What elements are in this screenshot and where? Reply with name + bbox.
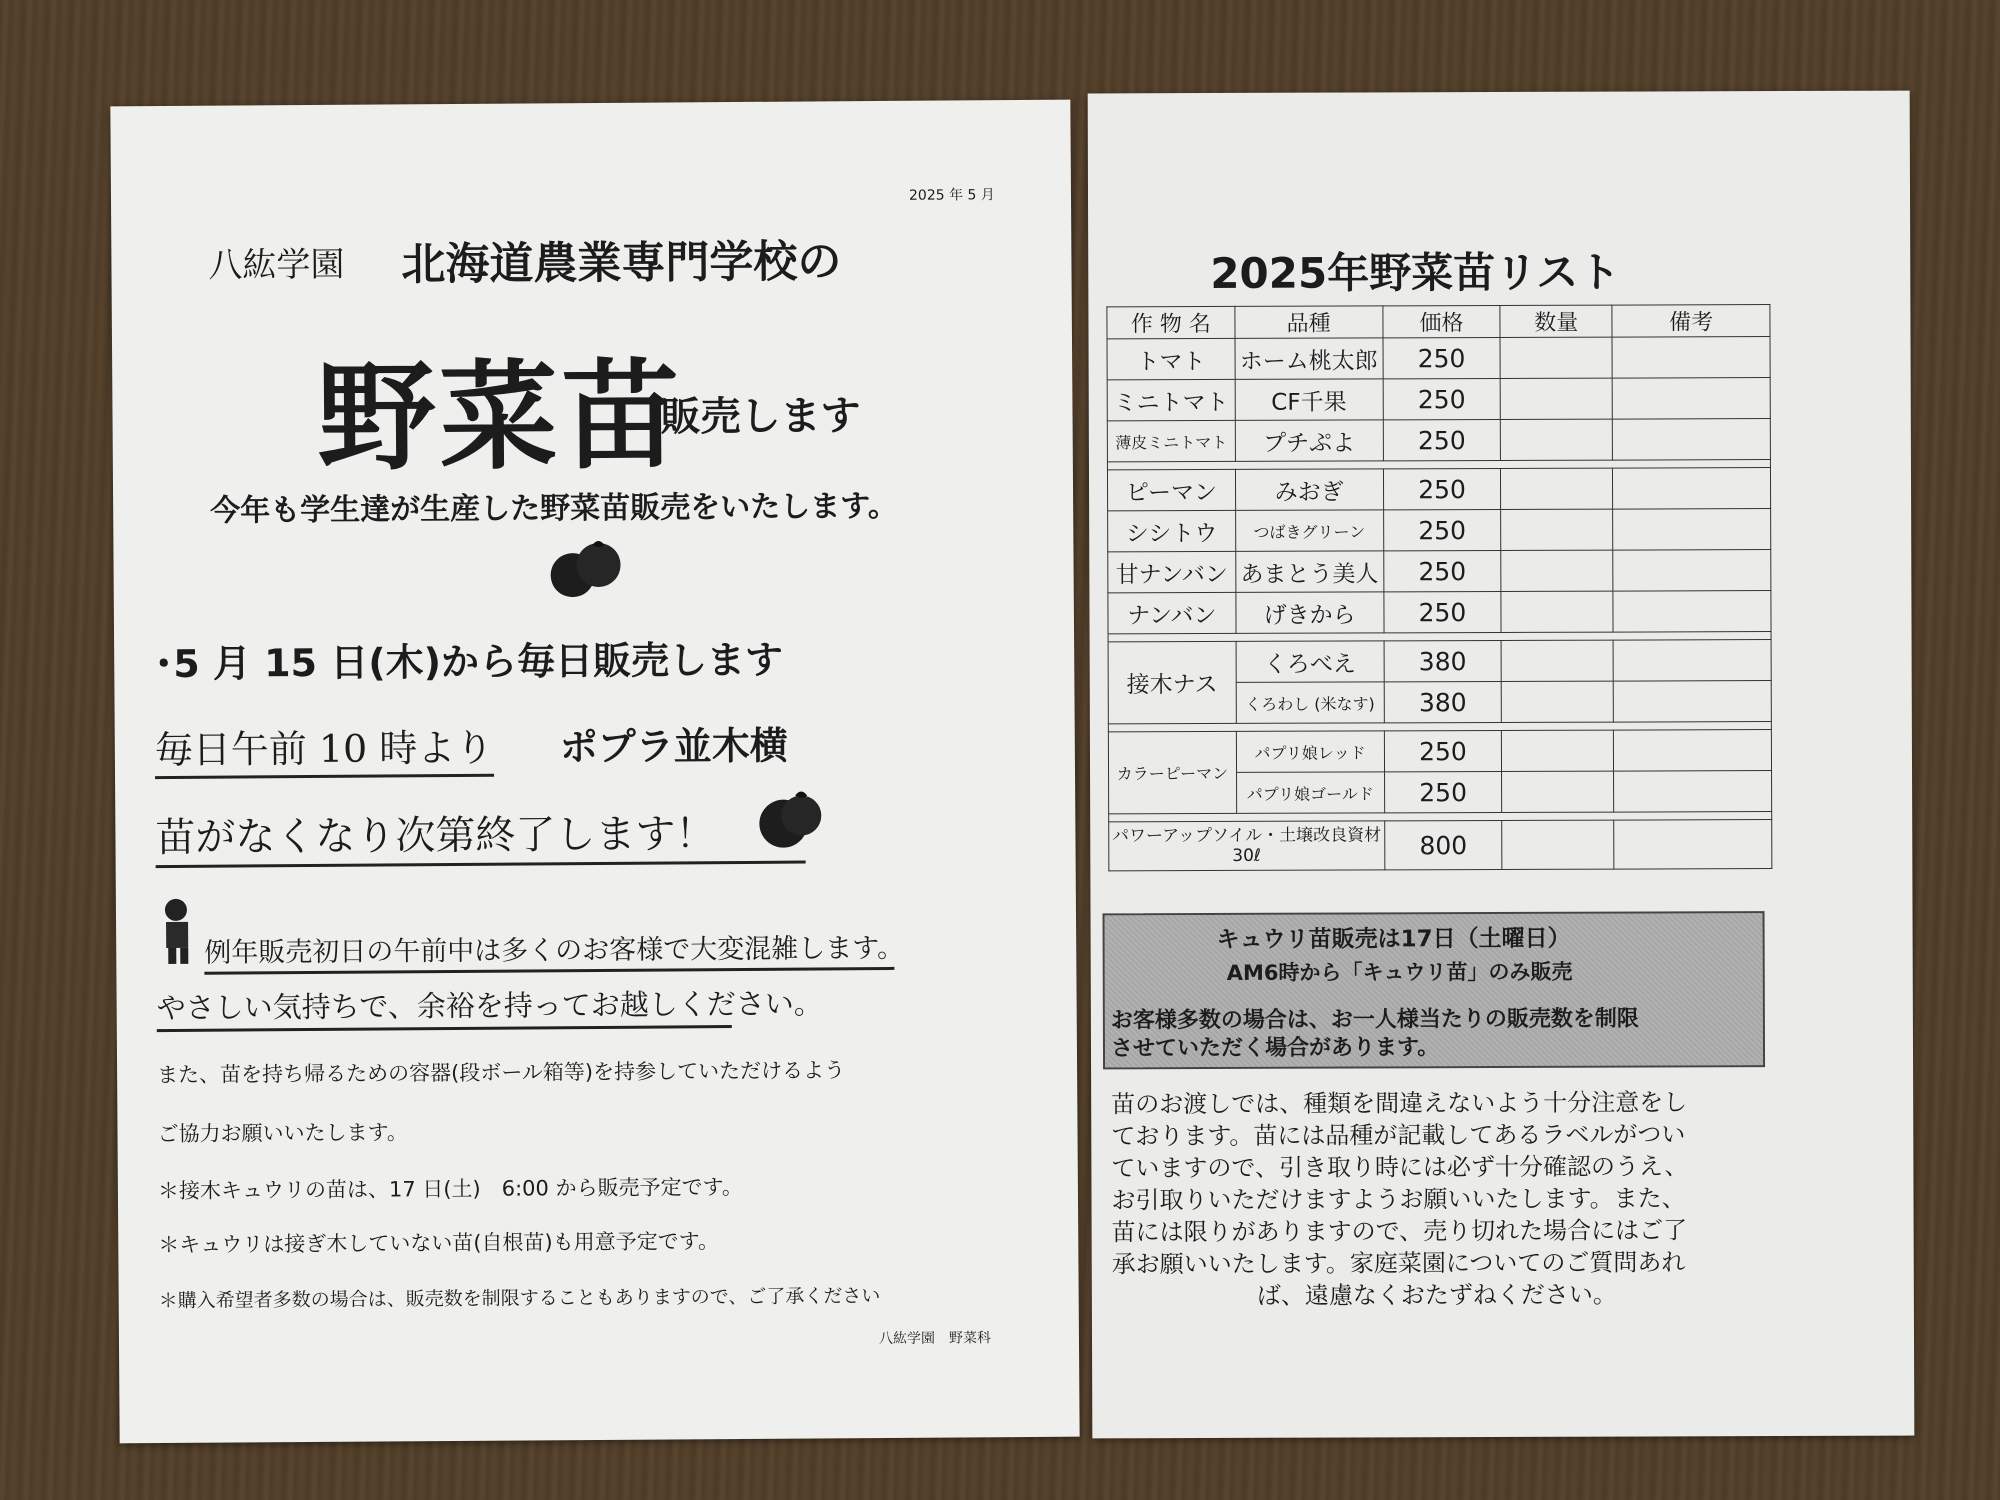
- header-quantity: 数量: [1500, 305, 1612, 337]
- table-row: [1107, 419, 1770, 462]
- notice-line: ていますので、引き取り時には必ず十分確認のうえ、: [1111, 1152, 1689, 1183]
- remarks-cell: [1613, 419, 1771, 461]
- cucumber-limit-line1: お客様多数の場合は、お一人様当たりの販売数を制限: [1110, 1006, 1639, 1034]
- notice-line: 苗のお渡しでは、種類を間違えないよう十分注意をし: [1111, 1088, 1688, 1119]
- quantity-cell: [1501, 509, 1613, 550]
- variety-cell: プチぷよ: [1235, 420, 1383, 462]
- price-cell: 250: [1384, 771, 1502, 812]
- headline: 野菜苗: [317, 346, 685, 487]
- variety-cell: CF千果: [1235, 379, 1383, 421]
- end-text: 苗がなくなり次第終了します！: [155, 802, 805, 869]
- crop-cell: 薄皮ミニトマト: [1107, 420, 1235, 461]
- sale-start-text: ･5 月 15 日(木)から毎日販売します: [154, 637, 784, 687]
- price-cell: 250: [1383, 550, 1501, 591]
- crop-cell: シシトウ: [1108, 510, 1236, 551]
- cucumber-title: キュウリ苗販売は17日（土曜日）: [1216, 925, 1571, 953]
- notice-line: 苗には限りがありますので、売り切れた場合にはご了: [1111, 1216, 1688, 1247]
- person-icon: [154, 896, 204, 966]
- table-row: [1108, 509, 1771, 552]
- note-purchase-limit: ＊購入希望者多数の場合は、販売数を制限することもありますので、ご了承ください: [158, 1285, 881, 1313]
- variety-cell: つばきグリーン: [1235, 510, 1383, 552]
- table-header-row: [1107, 305, 1770, 339]
- cucumber-limit-line2: させていただく場合があります。: [1110, 1035, 1440, 1062]
- remarks-cell: [1614, 820, 1772, 870]
- crop-cell: ナンバン: [1108, 592, 1236, 633]
- price-cell: 250: [1383, 337, 1501, 378]
- tomato-icon: [546, 535, 626, 600]
- crowd-line2: やさしい気持ちで、余裕を持ってお越しください。: [156, 982, 731, 1032]
- table-row: [1108, 730, 1771, 773]
- price-cell: 250: [1383, 419, 1501, 460]
- school-name: 北海道農業専門学校の: [401, 236, 842, 291]
- seedling-table: [1106, 304, 1772, 871]
- price-cell: 380: [1384, 640, 1502, 681]
- remarks-cell: [1612, 337, 1770, 379]
- table-row: [1109, 820, 1772, 871]
- remarks-cell: [1612, 378, 1770, 420]
- crop-cell: ピーマン: [1107, 469, 1235, 510]
- crop-cell: ミニトマト: [1107, 379, 1235, 420]
- quantity-cell: [1502, 820, 1614, 869]
- tomato-icon: [751, 787, 827, 852]
- quantity-cell: [1501, 378, 1613, 419]
- quantity-cell: [1501, 591, 1613, 632]
- header-variety: 品種: [1235, 306, 1383, 339]
- remarks-cell: [1613, 468, 1771, 510]
- price-cell: 380: [1384, 681, 1502, 722]
- handover-notice: [1111, 1086, 1762, 1312]
- crop-cell: トマト: [1107, 338, 1235, 379]
- price-cell: 250: [1383, 378, 1501, 419]
- quantity-cell: [1502, 681, 1614, 722]
- notice-line: ております。苗には品種が記載してあるラベルがつい: [1111, 1120, 1686, 1151]
- remarks-cell: [1613, 640, 1771, 682]
- price-cell: 250: [1383, 509, 1501, 550]
- cucumber-notice-box: [1103, 911, 1766, 1069]
- container-line2: ご協力お願いいたします。: [157, 1120, 408, 1147]
- seedling-list-sheet: [1088, 91, 1915, 1439]
- remarks-cell: [1614, 730, 1772, 772]
- school-prefix: 八紘学園: [208, 244, 345, 286]
- header-crop: 作 物 名: [1107, 306, 1235, 338]
- headline-suffix: 販売します: [660, 393, 861, 441]
- container-line1: また、苗を持ち帰るための容器(段ボール箱等)を持参していただけるよう: [157, 1058, 846, 1088]
- variety-cell: あまとう美人: [1236, 551, 1384, 593]
- price-cell: 250: [1384, 730, 1502, 771]
- table-row: [1107, 337, 1770, 380]
- quantity-cell: [1502, 771, 1614, 812]
- table-row: [1108, 591, 1771, 634]
- price-cell: 250: [1383, 468, 1501, 509]
- table-row: [1107, 468, 1770, 511]
- table-row: [1108, 550, 1771, 593]
- variety-cell: みおぎ: [1235, 469, 1383, 511]
- price-cell: 250: [1383, 591, 1501, 632]
- quantity-cell: [1501, 419, 1613, 460]
- sales-flyer: [110, 100, 1079, 1444]
- remarks-cell: [1614, 771, 1772, 813]
- variety-cell: パプリ娘レッド: [1236, 731, 1384, 773]
- variety-cell: ホーム桃太郎: [1235, 338, 1383, 380]
- place-text: ポプラ並木横: [559, 723, 788, 770]
- notice-line: ば、遠慮なくおたずねください。: [1256, 1280, 1617, 1310]
- variety-cell: げきから: [1236, 592, 1384, 634]
- remarks-cell: [1613, 550, 1771, 592]
- quantity-cell: [1501, 468, 1613, 509]
- notice-line: お引取りいただけますようお願いいたします。また、: [1111, 1184, 1686, 1215]
- variety-cell: くろわし (米なす): [1236, 682, 1384, 724]
- intro-text: 今年も学生達が生産した野菜苗販売をいたします。: [210, 488, 898, 529]
- notice-line: 承お願いいたします。家庭菜園についてのご質問あれ: [1111, 1248, 1686, 1279]
- flyer-footer: 八紘学園 野菜科: [878, 1330, 992, 1348]
- remarks-cell: [1613, 591, 1771, 633]
- variety-cell: パプリ娘ゴールド: [1236, 772, 1384, 814]
- cucumber-time: AM6時から「キュウリ苗」のみ販売: [1226, 959, 1573, 985]
- crop-cell: 甘ナンバン: [1108, 551, 1236, 592]
- note-cucumber-own-root: ＊キュウリは接ぎ木していない苗(自根苗)も用意予定です。: [158, 1229, 720, 1258]
- price-cell: 800: [1384, 820, 1502, 869]
- remarks-cell: [1613, 509, 1771, 551]
- note-cucumber-grafted: ＊接木キュウリの苗は、17 日(土) 6:00 から販売予定です。: [157, 1174, 743, 1204]
- header-remarks: 備考: [1612, 305, 1770, 338]
- time-text: 毎日午前 10 時より: [155, 717, 494, 779]
- crop-cell: カラーピーマン: [1108, 731, 1236, 813]
- quantity-cell: [1501, 640, 1613, 681]
- flyer-date: 2025 年 5 月: [908, 187, 995, 204]
- header-price: 価格: [1382, 305, 1500, 337]
- table-row: [1108, 640, 1771, 683]
- table-row: [1107, 378, 1770, 421]
- quantity-cell: [1501, 550, 1613, 591]
- list-title: 2025年野菜苗リスト: [1210, 247, 1621, 299]
- remarks-cell: [1613, 681, 1771, 723]
- crowd-line1: 例年販売初日の午前中は多くのお客様で大変混雑します。: [204, 926, 894, 975]
- variety-cell: くろべえ: [1236, 641, 1384, 683]
- quantity-cell: [1502, 730, 1614, 771]
- crop-cell: パワーアップソイル・土壌改良資材 30ℓ: [1109, 821, 1385, 871]
- quantity-cell: [1500, 337, 1612, 378]
- crop-cell: 接木ナス: [1108, 641, 1236, 723]
